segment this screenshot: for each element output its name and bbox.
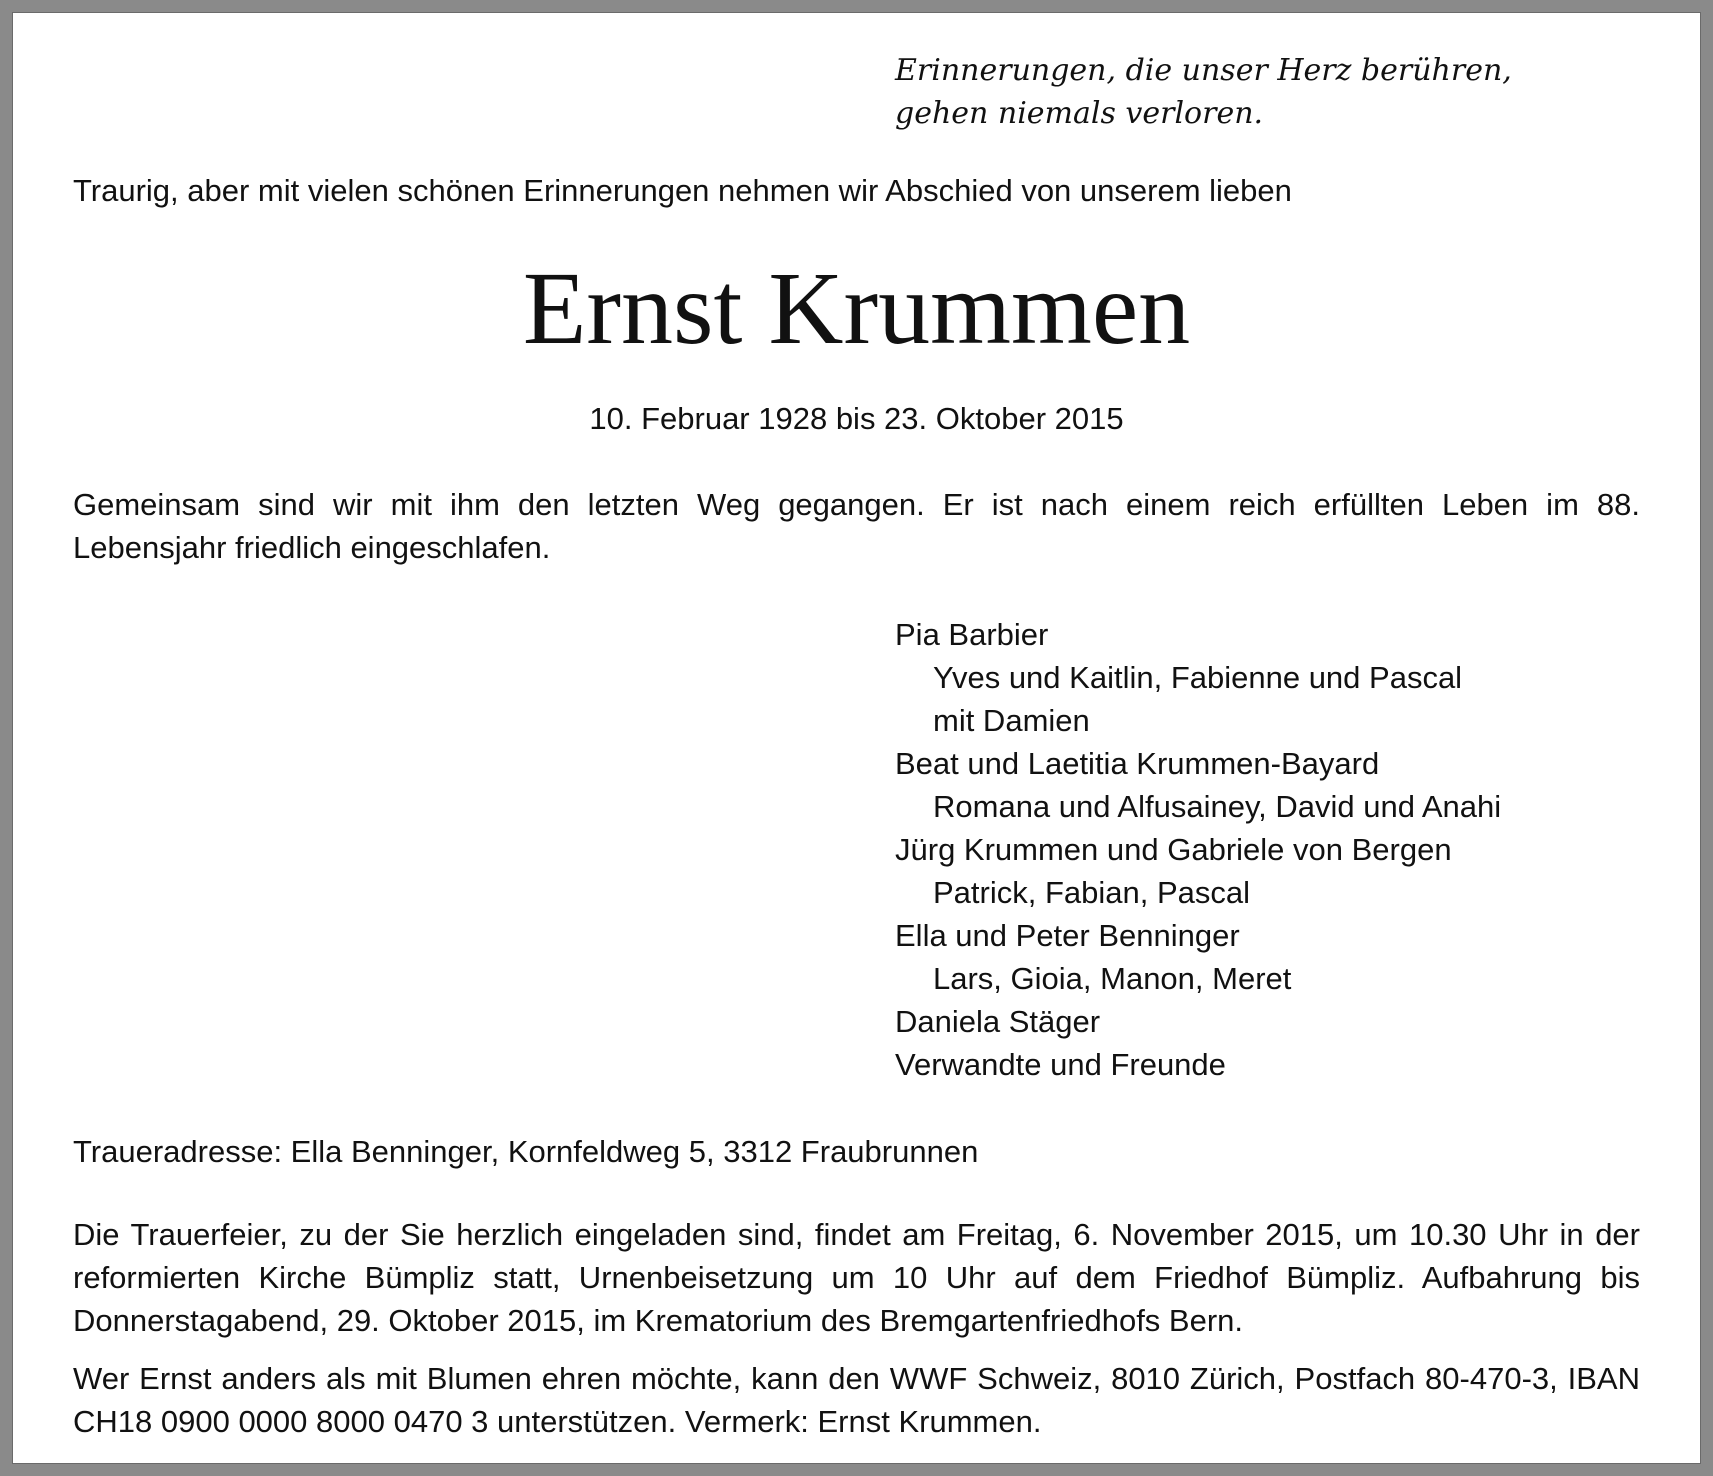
family-member: Ella und Peter Benninger: [895, 918, 1240, 953]
motto-line-1: Erinnerungen, die unser Herz berühren,: [895, 53, 1512, 88]
motto-quote: [895, 49, 1512, 135]
family-member: Pia Barbier: [895, 617, 1049, 652]
intro-text: Traurig, aber mit vielen schönen Erinnerungen nehmen wir Abschied von unserem lieben: [73, 173, 1292, 208]
farewell-paragraph: Gemeinsam sind wir mit ihm den letzten Weg gegangen. Er ist nach einem reich erfüllten Leben im 88. Lebensjahr friedlich eingeschlafen.: [73, 487, 1640, 565]
family-member: Romana und Alfusainey, David und Anahi: [933, 789, 1502, 824]
obituary-notice: [12, 12, 1701, 1464]
family-member: Daniela Stäger: [895, 1004, 1101, 1039]
family-member: Jürg Krummen und Gabriele von Bergen: [895, 832, 1452, 867]
donation-paragraph: Wer Ernst anders als mit Blumen ehren möchte, kann den WWF Schweiz, 8010 Zürich, Postfach 80-470-3, IBAN CH18 0900 0000 8000 0470 3 unterstützen. Vermerk: Ernst Krummen.: [73, 1361, 1640, 1439]
motto-line-2: gehen niemals verloren.: [895, 96, 1264, 131]
funeral-details-paragraph: Die Trauerfeier, zu der Sie herzlich eingeladen sind, findet am Freitag, 6. November 2015, um 10.30 Uhr in der reformierten Kirche Bümpliz statt, Urnenbeisetzung um 10 Uhr auf dem Friedhof Bümpliz. Aufbahrung bis Donnerstagabend, 29. Oktober 2015, im Krematorium des Bremgartenfriedhofs Bern.: [73, 1217, 1640, 1338]
mourning-address: Traueradresse: Ella Benninger, Kornfeldweg 5, 3312 Fraubrunnen: [73, 1134, 979, 1169]
deceased-name: Ernst Krummen: [522, 251, 1191, 366]
family-list: [895, 613, 1501, 1086]
family-member: Yves und Kaitlin, Fabienne und Pascal: [933, 660, 1463, 695]
notice-content: [73, 13, 1640, 1463]
family-member: Lars, Gioia, Manon, Meret: [933, 961, 1292, 996]
life-dates: 10. Februar 1928 bis 23. Oktober 2015: [589, 401, 1124, 436]
family-member: Patrick, Fabian, Pascal: [933, 875, 1251, 910]
family-member: Verwandte und Freunde: [895, 1047, 1226, 1082]
family-member: Beat und Laetitia Krummen-Bayard: [895, 746, 1380, 781]
family-member: mit Damien: [933, 703, 1090, 738]
